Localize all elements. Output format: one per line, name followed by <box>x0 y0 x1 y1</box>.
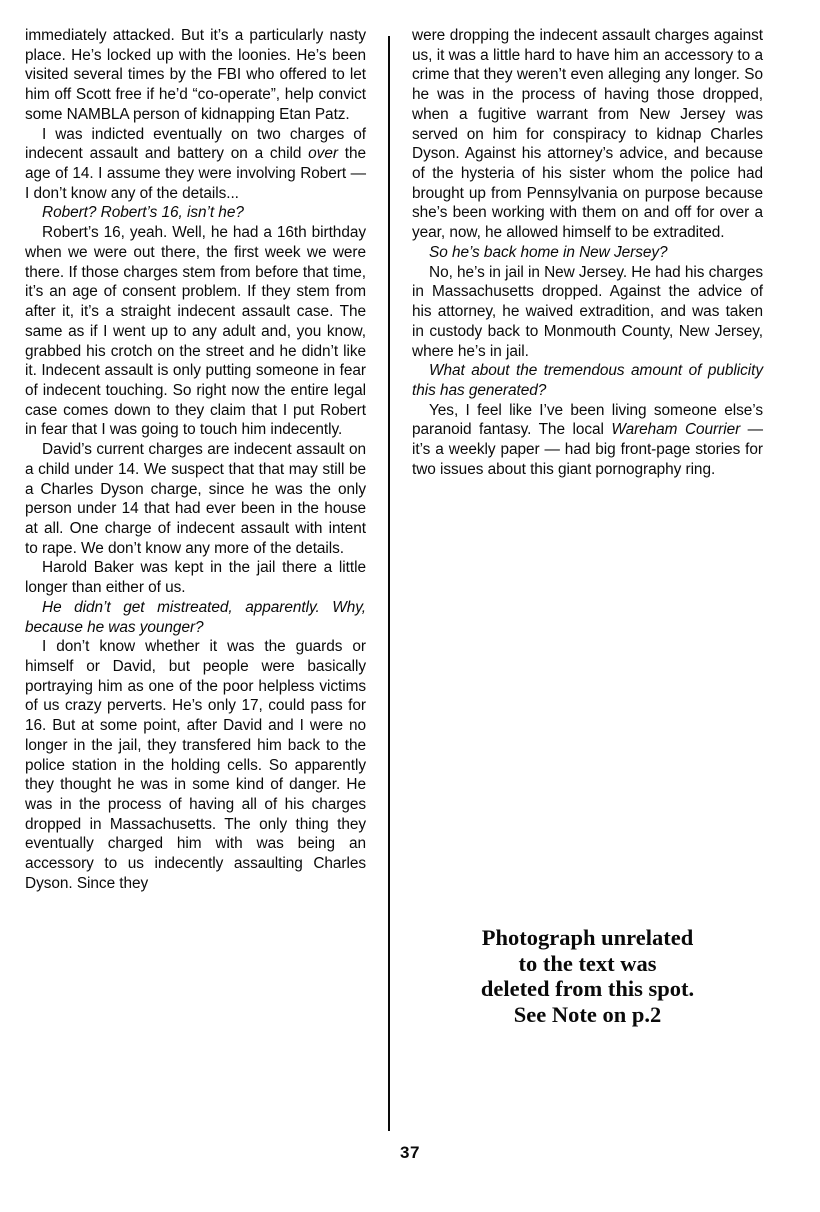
paragraph-continued: were dropping the indecent assault charges against us, it was a little hard to have him an accessory to a crime that they weren’t even alleging any longer. So he was in the process of having those dropped, when a fugitive warrant from New Jersey was served on him for conspiracy to kidnap Charles Dyson. Against his attorney’s advice, and because of the hysteria of his sister whom the police had brought up from Pennsylvania on purpose because she’s been working with them on and off for over a year, now, he allowed himself to be extradited. <box>412 27 763 242</box>
paragraph-answer-roberts-age: Robert’s 16, yeah. Well, he had a 16th birthday when we were out there, the first week we were there. If those charges stem from before that time, it’s an age of consent problem. If they stem from after it, it’s a straight indecent assault case. The same as if I went up to any adult and, you know, grabbed his crotch on the street and he didn’t like it. Indecent assault is only putting someone in fear of indecent touching. So right now the entire legal case comes down to they claim that I put Robert in fear that I was going to touch him indecently. <box>25 224 366 439</box>
paragraph-continued: immediately attacked. But it’s a particularly nasty place. He’s locked up with the loonies. He’s been visited several times by the FBI who offered to let him off Scott free if he’d “co-operate”, help convict some NAMBLA person of kidnapping Etan Patz. <box>25 27 366 123</box>
interviewer-question: Robert? Robert’s 16, isn’t he? <box>42 204 244 222</box>
emphasis-over: over <box>308 145 338 163</box>
paragraph-answer-new-jersey: No, he’s in jail in New Jersey. He had his charges in Massachusetts dropped. Against the advice of his attorney, he waived extradition, and was taken in custody back to Monmouth County, New Jersey, where he’s in jail. <box>412 263 763 360</box>
interviewer-question: So he’s back home in New Jersey? <box>429 243 668 261</box>
photo-note-line: deleted from this spot. <box>480 976 695 1001</box>
paragraph-text-part: I was indicted eventually on two charges of indecent assault and battery on a child <box>25 125 366 163</box>
paragraph-harold-baker: Harold Baker was kept in the jail there a little longer than either of us. <box>25 559 366 597</box>
paragraph-text-part: — it’s a weekly paper — had big front-page stories for two issues about this giant pornography ring. <box>412 421 763 478</box>
right-text-column <box>412 26 763 480</box>
paragraph-text-part: the age of 14. I assume they were involving Robert — I don’t know any of the details... <box>25 145 366 202</box>
column-divider-rule <box>388 36 390 1131</box>
page-number: 37 <box>400 1143 420 1162</box>
photo-note-line: See Note on p.2 <box>513 1001 662 1027</box>
paragraph-indictment <box>25 125 366 204</box>
publication-title-wareham-courrier: Wareham Courrier <box>611 421 741 439</box>
photo-deletion-note <box>412 925 763 1027</box>
photo-note-line: to the text was <box>518 950 657 976</box>
interviewer-question: He didn’t get mistreated, apparently. Why, because he was younger? <box>25 598 366 636</box>
photo-note-line: Photograph unrelated <box>481 925 694 950</box>
interviewer-question: What about the tremendous amount of publicity this has generated? <box>412 362 763 399</box>
paragraph-answer-guards: I don’t know whether it was the guards or himself or David, but people were basically portraying him as one of the poor helpless victims of us crazy perverts. He’s only 17, could pass for 16. But at some point, after David and I were no longer in the jail, they transfered him back to the police station in the holding cells. So apparently they thought he was in some kind of danger. He was in the process of having all of his charges dropped in Massachusetts. The only thing they eventually charged him with was being an accessory to us indecently assaulting Charles Dyson. Since they <box>25 638 366 892</box>
paragraph-answer-publicity <box>412 401 763 480</box>
left-text-column <box>25 26 366 894</box>
paragraph-text-part: Yes, I feel like I’ve been living someone else’s paranoid fantasy. The local <box>412 401 763 439</box>
paragraph-davids-charges: David’s current charges are indecent assault on a child under 14. We suspect that that may still be a Charles Dyson charge, since he was the only person under 14 that had ever been in the house at all. One charge of indecent assault with intent to rape. We don’t know any more of the details. <box>25 441 366 557</box>
